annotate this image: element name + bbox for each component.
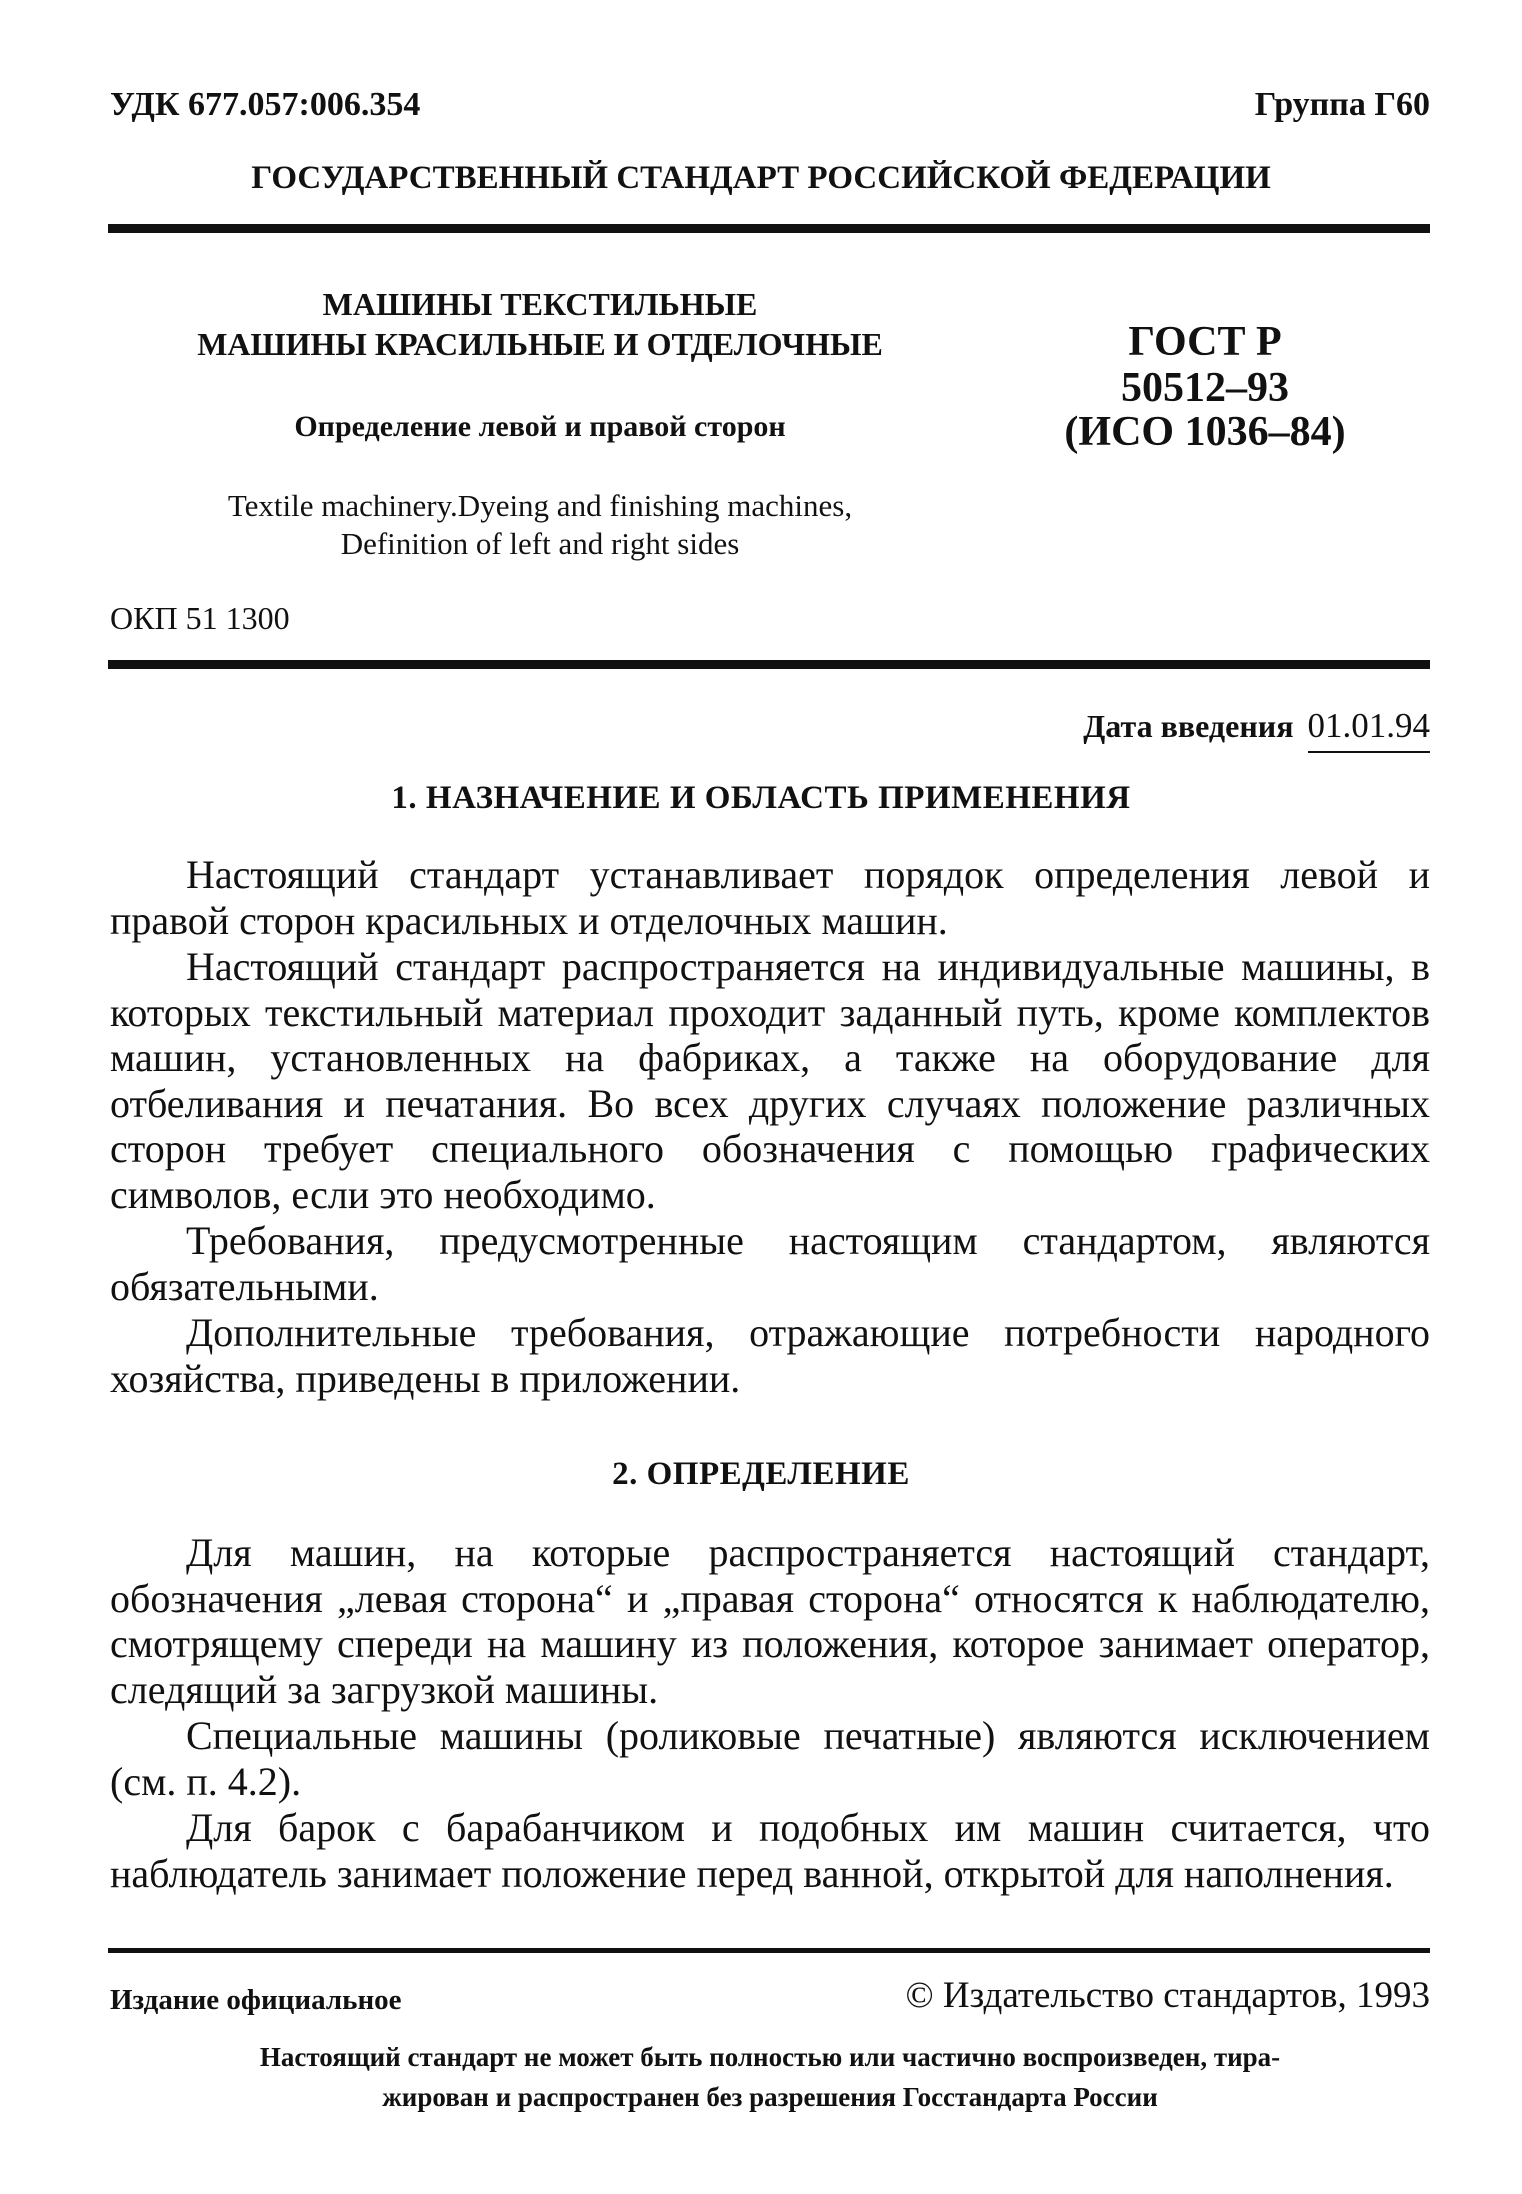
gost-number: 50512–93: [1121, 365, 1289, 411]
section-2-paragraph-1: Для машин, на которые распространяется настоящий стандарт, обозначения „левая сторона“ и „правая сторона“ относятся к наблюдателю, смотрящему спереди на машину из положения, которое занимает оператор, следящий за загрузкой машины.: [110, 1530, 1430, 1712]
iso-equivalent: (ИСО 1036–84): [1064, 409, 1346, 455]
footer-rule: [108, 1948, 1430, 1953]
english-title-line-2: Definition of left and right sides: [340, 526, 740, 561]
section-1-paragraph-2: Настоящий стандарт распространяется на индивидуальные машины, в которых текстильный материал проходит заданный путь, кроме комплектов машин, установленных на фабриках, а также на оборудование для отбеливания и печатания. Во всех других случаях положение различных сторон требует специального обозначения с помощью графических символов, если это необходимо.: [110, 944, 1430, 1217]
section-2-title: 2. ОПРЕДЕЛЕНИЕ: [612, 1456, 910, 1492]
top-thick-rule: [108, 224, 1430, 233]
reproduction-notice-line-1: Настоящий стандарт не может быть полностью или частично воспроизведен, тира-: [259, 2042, 1281, 2072]
official-edition: Издание официальное: [110, 1984, 402, 2016]
title-line-1: МАШИНЫ ТЕКСТИЛЬНЫЕ: [322, 286, 758, 322]
reproduction-notice-line-2: жирован и распространен без разрешения Госстандарта России: [382, 2082, 1158, 2112]
section-1-title: 1. НАЗНАЧЕНИЕ И ОБЛАСТЬ ПРИМЕНЕНИЯ: [391, 780, 1131, 816]
okp-code: ОКП 51 1300: [110, 600, 290, 636]
introduction-date: [1083, 706, 1430, 746]
title-line-2: МАШИНЫ КРАСИЛЬНЫЕ И ОТДЕЛОЧНЫЕ: [197, 326, 883, 362]
state-standard-heading: ГОСУДАРСТВЕННЫЙ СТАНДАРТ РОССИЙСКОЙ ФЕДЕРАЦИИ: [251, 160, 1271, 196]
group-code: Группа Г60: [1254, 86, 1430, 123]
section-1-paragraph-1: Настоящий стандарт устанавливает порядок определения левой и правой сторон красильных и отделочных машин.: [110, 852, 1430, 943]
introduction-date-value: 01.01.94: [1308, 706, 1431, 753]
section-2-paragraph-3: Для барок с барабанчиком и подобных им машин считается, что наблюдатель занимает положение перед ванной, открытой для наполнения.: [110, 1805, 1430, 1896]
copyright: © Издательство стандартов, 1993: [905, 1975, 1430, 2016]
udk-code: УДК 677.057:006.354: [110, 86, 421, 123]
section-1-paragraph-3: Требования, предусмотренные настоящим стандартом, являются обязательными.: [110, 1218, 1430, 1309]
title-subtitle: Определение левой и правой сторон: [294, 410, 786, 443]
english-title-line-1: Textile machinery.Dyeing and finishing machines,: [227, 488, 853, 523]
section-1-paragraph-4: Дополнительные требования, отражающие потребности народного хозяйства, приведены в приложении.: [110, 1310, 1430, 1401]
introduction-date-label: Дата введения: [1083, 708, 1294, 744]
gost-designation: ГОСТ Р: [1128, 319, 1282, 365]
section-2-paragraph-2: Специальные машины (роликовые печатные) являются исключением (см. п. 4.2).: [110, 1713, 1430, 1804]
middle-thick-rule: [108, 660, 1430, 669]
